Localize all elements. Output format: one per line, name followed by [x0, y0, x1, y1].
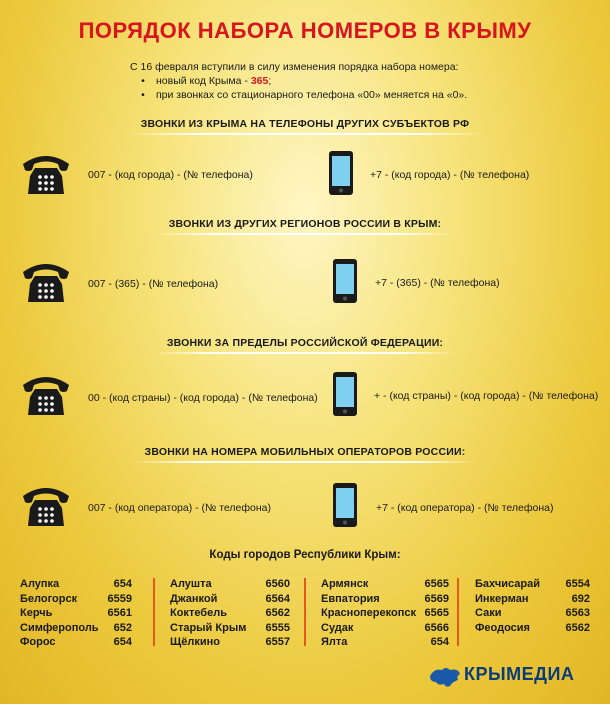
section-heading: ЗВОНКИ ИЗ ДРУГИХ РЕГИОНОВ РОССИИ В КРЫМ: — [0, 218, 610, 230]
mobile-phone-icon — [332, 258, 358, 304]
list-item: Красноперекопск 6565 — [321, 607, 449, 620]
list-item: Алупка 654 — [20, 578, 132, 590]
codes-column — [321, 577, 449, 650]
column-divider — [304, 578, 306, 646]
intro-bullet-2: • при звонках со стационарного телефона «00» меняется на «0». — [141, 89, 468, 101]
mobile-phone-icon — [328, 150, 354, 196]
column-divider — [153, 578, 155, 646]
brand-logo: КРЫМЕДИА — [464, 664, 575, 684]
mobile-formula: +7 - (365) - (№ телефона) — [375, 277, 500, 289]
section-heading: ЗВОНКИ ЗА ПРЕДЕЛЫ РОССИЙСКОЙ ФЕДЕРАЦИИ: — [0, 337, 610, 349]
list-item: Щёлкино 6557 — [170, 636, 290, 649]
intro-block — [130, 60, 510, 102]
list-item: Армянск 6565 — [321, 578, 449, 590]
column-divider — [457, 578, 459, 646]
bullet-text: новый код Крыма - — [156, 75, 251, 87]
mobile-phone-icon — [332, 482, 358, 528]
list-item: Инкерман 692 — [475, 592, 590, 605]
landline-formula: 007 - (365) - (№ телефона) — [88, 278, 219, 290]
section-heading: ЗВОНКИ ИЗ КРЫМА НА ТЕЛЕФОНЫ ДРУГИХ СУБЪЕКТОВ РФ — [0, 118, 610, 130]
codes-column — [475, 577, 590, 635]
codes-title: Коды городов Республики Крым: — [209, 549, 401, 561]
landline-formula: 007 - (код города) - (№ телефона) — [88, 169, 253, 181]
list-item: Керчь 6561 — [20, 607, 132, 620]
mobile-formula: +7 - (код оператора) - (№ телефона) — [376, 502, 554, 514]
list-item: Алушта 6560 — [170, 578, 290, 590]
mobile-formula: + - (код страны) - (код города) - (№ телефона) — [374, 390, 599, 402]
crimea-map-icon — [428, 664, 462, 690]
landline-formula: 007 - (код оператора) - (№ телефона) — [88, 502, 272, 514]
crimea-code: 365 — [250, 75, 269, 87]
bullet-text: при звонках со стационарного телефона «00» меняется на «0». — [156, 89, 468, 101]
list-item: Феодосия 6562 — [475, 621, 590, 634]
list-item: Судак 6566 — [321, 621, 449, 634]
list-item: Форос 654 — [20, 636, 132, 649]
landline-phone-icon — [20, 258, 72, 304]
intro-bullet-1: • новый код Крыма - 365; — [141, 75, 272, 87]
mobile-phone-icon — [332, 371, 358, 417]
landline-phone-icon — [20, 371, 72, 417]
list-item: Ялта 654 — [321, 636, 449, 649]
list-item: Старый Крым 6555 — [170, 621, 290, 634]
list-item: Джанкой 6564 — [170, 592, 290, 605]
list-item: Евпатория 6569 — [321, 592, 449, 605]
codes-column — [170, 577, 290, 650]
mobile-formula: +7 - (код города) - (№ телефона) — [370, 169, 530, 181]
landline-formula: 00 - (код страны) - (код города) - (№ телефона) — [88, 392, 318, 404]
page-title: ПОРЯДОК НАБОРА НОМЕРОВ В КРЫМУ — [78, 18, 532, 43]
codes-column — [20, 577, 132, 650]
list-item: Коктебель 6562 — [170, 607, 290, 620]
list-item: Белогорск 6559 — [20, 592, 132, 605]
landline-phone-icon — [20, 150, 72, 196]
landline-phone-icon — [20, 482, 72, 528]
intro-line: С 16 февраля вступили в силу изменения порядка набора номера: — [130, 61, 459, 73]
bullet-end: ; — [268, 75, 272, 87]
section-heading: ЗВОНКИ НА НОМЕРА МОБИЛЬНЫХ ОПЕРАТОРОВ РОССИИ: — [0, 446, 610, 458]
list-item: Саки 6563 — [475, 607, 590, 620]
list-item: Симферополь 652 — [20, 621, 132, 634]
list-item: Бахчисарай 6554 — [475, 578, 590, 590]
